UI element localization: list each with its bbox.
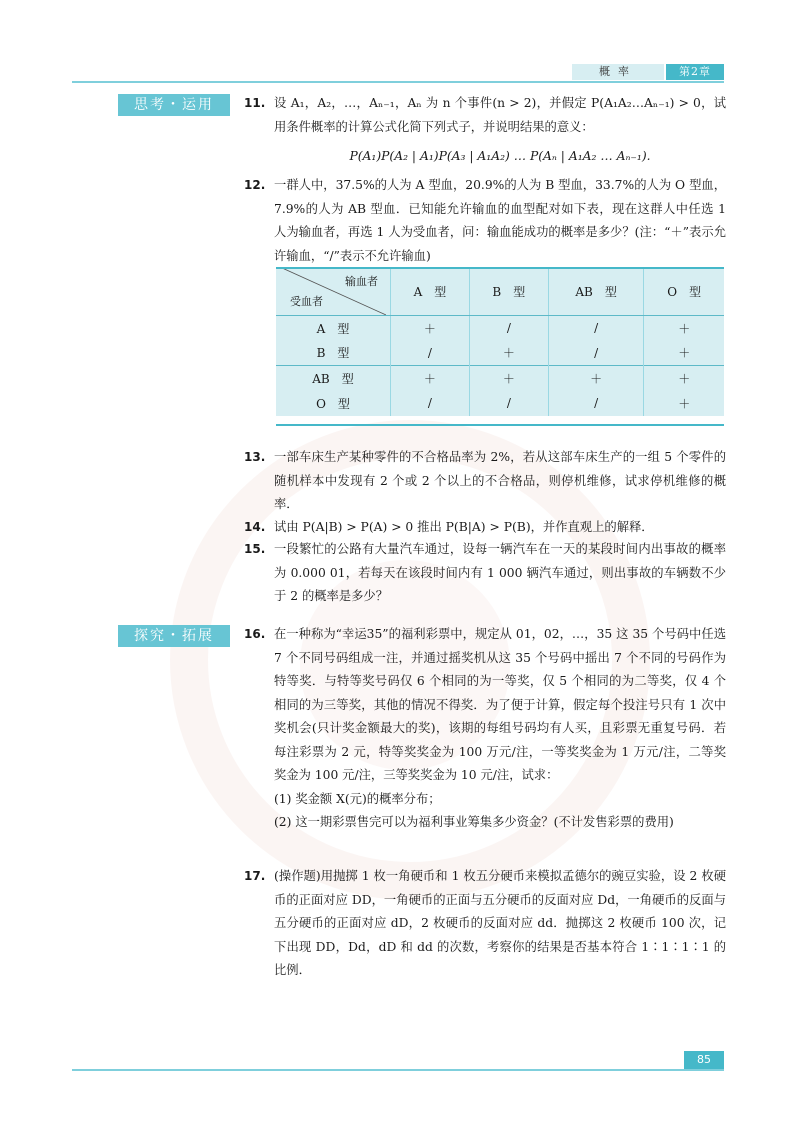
problem-number: 11. <box>244 96 266 110</box>
problem-text: 设 A₁，A₂，…，Aₙ₋₁，Aₙ 为 n 个事件(n > 2)，并假定 P(A₁A₂…Aₙ₋₁) > 0，试用条件概率的计算公式化简下列式子，并说明结果的意义： <box>274 96 726 134</box>
problem-12 <box>244 174 726 268</box>
table-cell: / <box>548 341 644 366</box>
table-header-row <box>276 267 724 316</box>
header-book-title: 概率 <box>572 64 664 80</box>
problem-subquestion-2: (2) 这一期彩票售完可以为福利事业筹集多少资金？(不计发售彩票的费用) <box>274 815 674 829</box>
problem-text: 一段繁忙的公路有大量汽车通过，设每一辆汽车在一天的某段时间内出事故的概率为 0.000 01，若每天在该段时间内有 1 000 辆汽车通过，则出事故的车辆数不少于 2 的概率是多少？ <box>274 542 726 603</box>
table-cell: ＋ <box>469 341 548 366</box>
problem-11 <box>244 92 726 175</box>
table-row-label: A 型 <box>316 321 350 336</box>
table-cell: / <box>548 391 644 416</box>
table-row-label: B 型 <box>316 346 350 361</box>
table-cell: ＋ <box>391 316 470 341</box>
problem-text: 一群人中，37.5%的人为 A 型血，20.9%的人为 B 型血，33.7%的人为 O 型血，7.9%的人为 AB 型血．已知能允许输血的血型配对如下表，现在这群人中任选 1 人为输血者，再选 1 人为受血者，问：输血能成功的概率是多少？(注：“＋”表示允许输血，“/”表示不允许输血) <box>274 178 726 263</box>
problem-number: 13. <box>244 450 266 464</box>
table-row <box>276 341 724 366</box>
page-number: 85 <box>684 1051 724 1069</box>
table-cell: ＋ <box>644 316 724 341</box>
problem-text: 在一种称为“幸运35”的福利彩票中，规定从 01，02，…，35 这 35 个号码中任选 7 个不同号码组成一注，并通过摇奖机从这 35 个号码中摇出 7 个不同的号码作为特等奖．与特等奖号码仅 6 个相同的为一等奖，仅 5 个相同的为二等奖，仅 4 个相同的为三等奖，其他的情况不得奖．为了便于计算，假定每个投注号只有 1 次中奖机会(只计奖金额最大的奖)，该期的每组号码均有人买，且彩票无重复号码．若每注彩票为 2 元，特等奖奖金为 100 万元/注，一等奖奖金为 1 万元/注，二等奖奖金为 100 元/注，三等奖奖金为 10 元/注，试求： <box>274 627 726 782</box>
problem-number: 15. <box>244 542 266 556</box>
table-cell: ＋ <box>469 366 548 391</box>
table-column-header: AB 型 <box>548 267 644 316</box>
problem-text: 一部车床生产某种零件的不合格品率为 2%，若从这部车床生产的一组 5 个零件的随机样本中发现有 2 个或 2 个以上的不合格品，则停机维修，试求停机维修的概率． <box>274 450 726 511</box>
section-label-explore-extend: 探究・拓展 <box>118 625 230 647</box>
table-column-header: B 型 <box>469 267 548 316</box>
table-corner-cell <box>276 267 391 316</box>
table-row-label: AB 型 <box>276 366 391 391</box>
section-label-think-apply: 思考・运用 <box>118 94 230 116</box>
problem-number: 14. <box>244 520 266 534</box>
problem-number: 17. <box>244 869 266 883</box>
problem-14 <box>244 516 726 540</box>
problem-formula: P(A₁)P(A₂ | A₁)P(A₃ | A₁A₂) … P(Aₙ | A₁A₂ … Aₙ₋₁). <box>349 149 651 163</box>
table-cell: / <box>469 316 548 341</box>
recipient-label: 受血者 <box>290 295 323 308</box>
problem-number: 12. <box>244 178 266 192</box>
problem-13 <box>244 446 726 517</box>
footer-rule <box>72 1069 724 1071</box>
table-column-header: A 型 <box>391 267 470 316</box>
table-row <box>276 391 724 416</box>
table-cell: ＋ <box>391 366 470 391</box>
table-row <box>276 366 724 391</box>
table-row <box>276 316 724 341</box>
table-cell: / <box>391 341 470 366</box>
problem-text: (操作题)用抛掷 1 枚一角硬币和 1 枚五分硬币来模拟孟德尔的豌豆实验，设 2 枚硬币的正面对应 DD，一角硬币的正面与五分硬币的反面对应 Dd，一角硬币的反面与五分硬币的正面对应 dD，2 枚硬币的反面对应 dd．抛掷这 2 枚硬币 100 次，记下出现 DD，Dd，dD 和 dd 的次数，考察你的结果是否基本符合 1∶1∶1∶1 的比例． <box>274 869 726 977</box>
problem-17 <box>244 865 726 983</box>
problem-text: 试由 P(A|B) > P(A) > 0 推出 P(B|A) > P(B)，并作直观上的解释． <box>274 520 654 534</box>
table-cell: / <box>391 391 470 416</box>
blood-type-table <box>276 267 724 416</box>
table-cell: ＋ <box>644 366 724 391</box>
problem-number: 16. <box>244 627 266 641</box>
problem-subquestion-1: (1) 奖金额 X(元)的概率分布； <box>274 791 441 806</box>
table-cell: / <box>548 316 644 341</box>
problem-15 <box>244 538 726 609</box>
header-rule <box>72 81 724 83</box>
donor-label: 输血者 <box>345 275 378 288</box>
table-column-header: O 型 <box>644 267 724 316</box>
table-row-label: O 型 <box>316 396 350 411</box>
table-cell: ＋ <box>548 366 644 391</box>
problem-16 <box>244 623 726 835</box>
table-cell: ＋ <box>644 391 724 416</box>
table-cell: / <box>469 391 548 416</box>
table-cell: ＋ <box>644 341 724 366</box>
header-chapter: 第2章 <box>666 64 724 80</box>
